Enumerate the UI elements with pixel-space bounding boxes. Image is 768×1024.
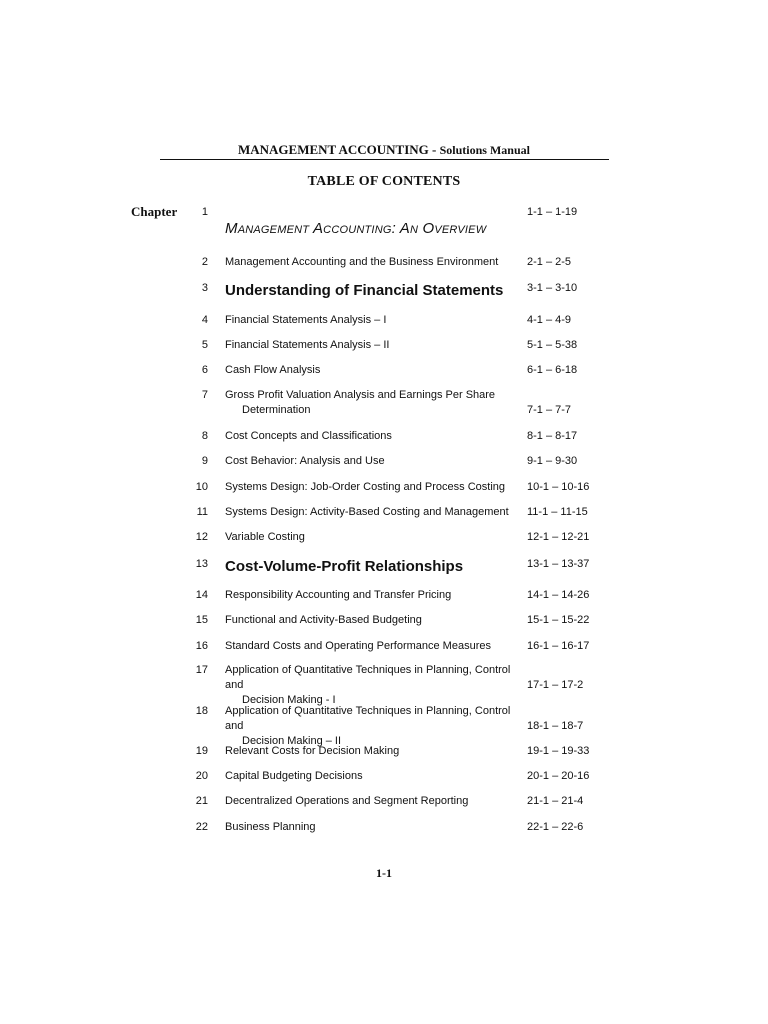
- chapter-title-text: Systems Design: Activity-Based Costing and Management: [225, 506, 509, 518]
- chapter-title-text: Gross Profit Valuation Analysis and Earnings Per Share: [225, 389, 496, 401]
- page-range: 22-1 – 22-6: [527, 821, 584, 833]
- chapter-number: 7: [201, 389, 208, 401]
- chapter-title: [225, 704, 525, 749]
- chapter-number: 22: [195, 821, 208, 833]
- chapter-title: [225, 530, 525, 545]
- chapter-title: [225, 338, 525, 353]
- chapter-title: [225, 388, 525, 418]
- chapter-number: 17: [195, 664, 208, 676]
- chapter-title: [225, 505, 525, 520]
- chapter-number: 6: [201, 364, 208, 376]
- page-range: 18-1 – 18-7: [527, 720, 584, 732]
- running-header: [160, 142, 608, 158]
- chapter-title-continuation: Decision Making - I: [242, 694, 336, 706]
- page-range: 1-1 – 1-19: [527, 206, 578, 218]
- chapter-title: [225, 480, 525, 495]
- chapter-title: [225, 557, 525, 577]
- chapter-title: [225, 313, 525, 328]
- chapter-number: 19: [195, 745, 208, 757]
- chapter-title: [225, 255, 525, 270]
- page-range: 14-1 – 14-26: [527, 589, 590, 601]
- page-range: 19-1 – 19-33: [527, 745, 590, 757]
- page-range: 15-1 – 15-22: [527, 614, 590, 626]
- chapter-number: 5: [201, 339, 208, 351]
- chapter-number: 10: [195, 481, 208, 493]
- chapter-title: [225, 588, 525, 603]
- chapter-title-text: Responsibility Accounting and Transfer Pricing: [225, 589, 452, 601]
- chapter-title-text: Standard Costs and Operating Performance Measures: [225, 640, 491, 652]
- chapter-title-continuation: Decision Making – II: [242, 735, 342, 747]
- header-subtitle: Solutions Manual: [439, 143, 530, 157]
- page-range: 20-1 – 20-16: [527, 770, 590, 782]
- chapter-number: 15: [195, 614, 208, 626]
- chapter-title: [225, 769, 525, 784]
- chapter-title: [225, 820, 525, 835]
- chapter-title: [225, 613, 525, 628]
- page-range: 13-1 – 13-37: [527, 558, 590, 570]
- chapter-title: [225, 363, 525, 378]
- chapter-title-text: Functional and Activity-Based Budgeting: [225, 614, 422, 626]
- chapter-title: [225, 429, 525, 444]
- header-rule: [160, 159, 609, 160]
- chapter-number: 20: [195, 770, 208, 782]
- chapter-title-text: Decentralized Operations and Segment Reporting: [225, 795, 469, 807]
- page-range: 7-1 – 7-7: [527, 404, 572, 416]
- page-range: 12-1 – 12-21: [527, 531, 590, 543]
- page-range: 16-1 – 16-17: [527, 640, 590, 652]
- chapter-title-text: Financial Statements Analysis – II: [225, 339, 390, 351]
- chapter-title-text: Capital Budgeting Decisions: [225, 770, 363, 782]
- page-range: 10-1 – 10-16: [527, 481, 590, 493]
- page-range: 9-1 – 9-30: [527, 455, 578, 467]
- chapter-number: 2: [201, 256, 208, 268]
- chapter-title: [225, 281, 525, 301]
- chapter-title-text: Systems Design: Job-Order Costing and Process Costing: [225, 481, 506, 493]
- chapter-title-continuation: Determination: [242, 404, 311, 416]
- chapter-title-text: Management Accounting: An Overview: [225, 220, 487, 237]
- chapter-title-text: Cost Concepts and Classifications: [225, 430, 392, 442]
- page-range: 17-1 – 17-2: [527, 679, 584, 691]
- toc-title: TABLE OF CONTENTS: [307, 174, 461, 189]
- page-range: 21-1 – 21-4: [527, 795, 584, 807]
- chapter-number: 8: [201, 430, 208, 442]
- chapter-number: 21: [195, 795, 208, 807]
- chapter-label: Chapter: [131, 204, 178, 219]
- page-range: 8-1 – 8-17: [527, 430, 578, 442]
- chapter-number: 13: [195, 558, 208, 570]
- chapter-number: 16: [195, 640, 208, 652]
- header-title: MANAGEMENT ACCOUNTING -: [237, 142, 437, 157]
- page-range: 6-1 – 6-18: [527, 364, 578, 376]
- chapter-title-text: Application of Quantitative Techniques in Planning, Control and: [225, 705, 511, 732]
- chapter-number: 4: [201, 314, 208, 326]
- chapter-title-text: Understanding of Financial Statements: [225, 282, 504, 299]
- chapter-title: [225, 639, 525, 654]
- chapter-title-text: Business Planning: [225, 821, 316, 833]
- chapter-title: [225, 454, 525, 469]
- chapter-number: 11: [196, 506, 208, 518]
- page-range: 5-1 – 5-38: [527, 339, 578, 351]
- chapter-title: [225, 219, 525, 239]
- chapter-number: 12: [195, 531, 208, 543]
- chapter-title-text: Variable Costing: [225, 531, 305, 543]
- chapter-number: 14: [195, 589, 208, 601]
- chapter-title: [225, 744, 525, 759]
- chapter-number: 18: [195, 705, 208, 717]
- chapter-title-text: Financial Statements Analysis – I: [225, 314, 387, 326]
- chapter-title-text: Cost-Volume-Profit Relationships: [225, 558, 464, 575]
- page-number: 1-1: [376, 866, 392, 880]
- page-range: 3-1 – 3-10: [527, 282, 578, 294]
- page-range: 11-1 – 11-15: [527, 506, 588, 518]
- page-range: 4-1 – 4-9: [527, 314, 572, 326]
- chapter-title: [225, 794, 525, 809]
- chapter-number: 9: [201, 455, 208, 467]
- page-range: 2-1 – 2-5: [527, 256, 572, 268]
- chapter-title-text: Relevant Costs for Decision Making: [225, 745, 400, 757]
- chapter-title-text: Application of Quantitative Techniques in Planning, Control and: [225, 664, 511, 691]
- chapter-title-text: Management Accounting and the Business Environment: [225, 256, 499, 268]
- chapter-title-text: Cash Flow Analysis: [225, 364, 321, 376]
- chapter-title: [225, 663, 525, 708]
- chapter-number: 3: [201, 282, 208, 294]
- chapter-number: 1: [201, 206, 208, 218]
- chapter-title-text: Cost Behavior: Analysis and Use: [225, 455, 385, 467]
